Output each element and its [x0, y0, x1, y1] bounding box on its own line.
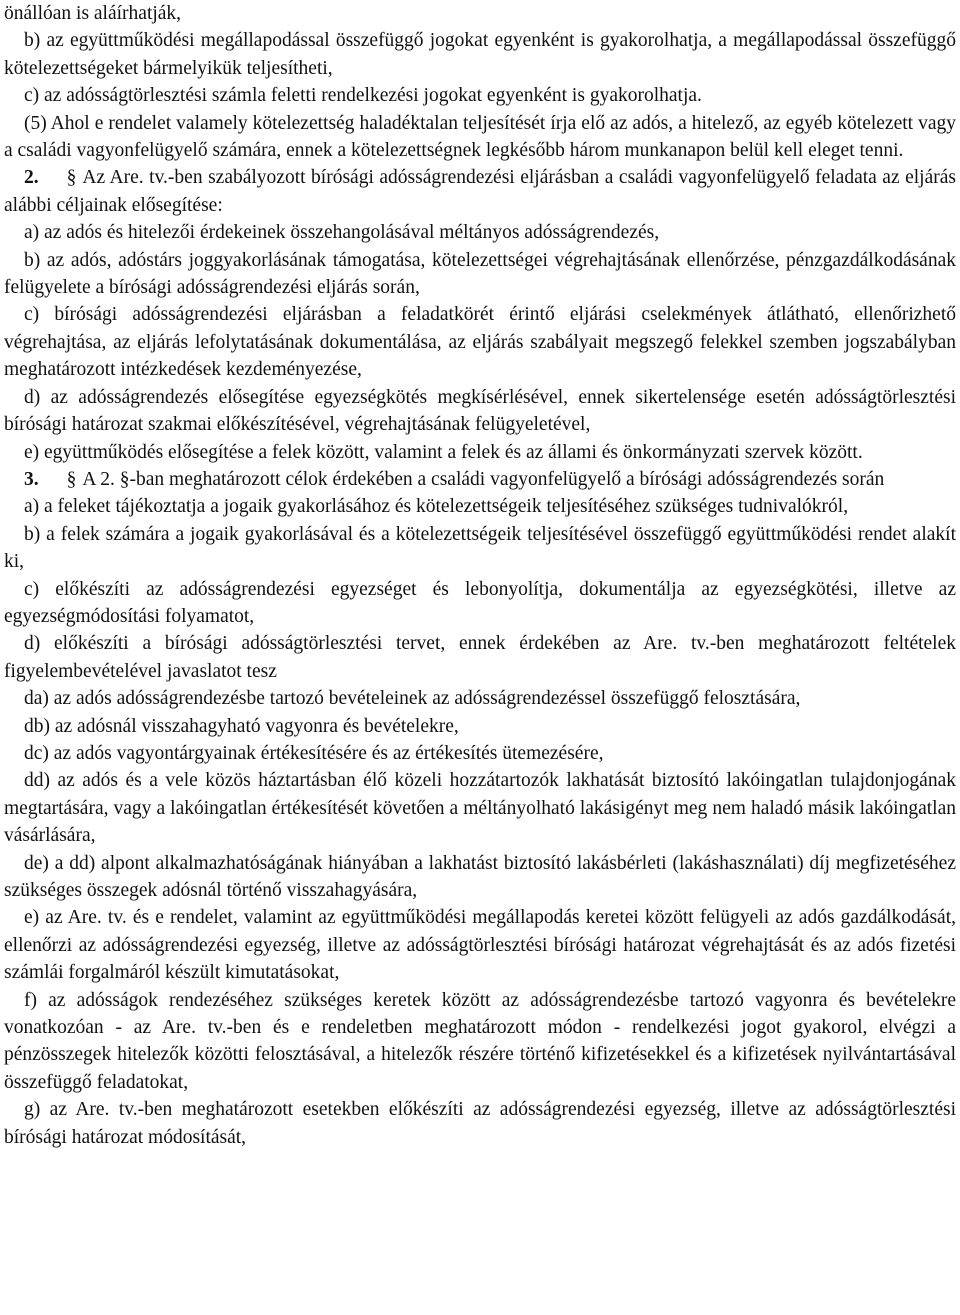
paragraph-item-c: c) az adósságtörlesztési számla feletti rendelkezési jogokat egyenként is gyakorolhatja.	[24, 85, 702, 107]
paragraph-2-b: b) az adós, adóstárs joggyakorlásának támogatása, kötelezettségei végrehajtásának ellenőrzése, pénzgazdálkodásának felügyelete a bírósági adósságrendezési eljárás során,	[4, 249, 956, 299]
paragraph-3-f: f) az adósságok rendezéséhez szükséges keretek között az adósságrendezésbe tartozó vagyonra és bevételekre vonatkozóan - az Are. tv.-ben és e rendeletben meghatározott módon - rendelkezési jogot gyakorol, elvégzi a pénzösszegek hitelezők közötti felosztásával, a hitelezők részére történő kifizetésekkel és a kifizetések nyilvántartásával összefüggő feladatokat,	[4, 989, 956, 1093]
section-2-paragraph	[4, 164, 956, 219]
paragraph-3-da: da) az adós adósságrendezésbe tartozó bevételeinek az adósságrendezéssel összefüggő felosztására,	[24, 688, 801, 710]
paragraph-3-c: c) előkészíti az adósságrendezési egyezséget és lebonyolítja, dokumentálja az egyezségkötési, illetve az egyezségmódosítási folyamatot,	[4, 578, 956, 627]
paragraph-continuation: önállóan is aláírhatják,	[4, 3, 182, 24]
section-text: A 2. §-ban meghatározott célok érdekében a családi vagyonfelügyelő a bírósági adósságrendezés során	[82, 468, 885, 490]
paragraph-3-d: d) előkészíti a bírósági adósságtörlesztési tervet, ennek érdekében az Are. tv.-ben meghatározott feltételek figyelembevételével javaslatot tesz	[4, 633, 956, 682]
section-sign: §	[66, 167, 77, 189]
paragraph-3-g: g) az Are. tv.-ben meghatározott esetekben előkészíti az adósságrendezési egyezség, illetve az adósságtörlesztési bírósági határozat módosítását,	[4, 1099, 956, 1148]
paragraph-3-dc: dc) az adós vagyontárgyainak értékesítésére és az értékesítés ütemezésére,	[24, 742, 604, 764]
paragraph-2-d: d) az adósságrendezés elősegítése egyezségkötés megkísérlésével, ennek sikertelensége esetén adósságtörlesztési bírósági határozat szakmai előkészítésével, végrehajtásának felügyeletével,	[4, 386, 956, 436]
paragraph-3-b: b) a felek számára a jogaik gyakorlásával és a kötelezettségeik teljesítésével összefüggő együttműködési rendet alakít ki,	[4, 523, 956, 573]
paragraph-item-b: b) az együttműködési megállapodással összefüggő jogokat egyenként is gyakorolhatja, a megállapodással összefüggő kötelezettségeket bármelyikük teljesítheti,	[4, 30, 956, 79]
section-3-paragraph	[4, 466, 956, 493]
paragraph-3-db: db) az adósnál visszahagyható vagyonra és bevételekre,	[24, 715, 459, 737]
paragraph-subsection-5: (5) Ahol e rendelet valamely kötelezettség haladéktalan teljesítését írja elő az adós, a hitelező, az egyéb kötelezett vagy a családi vagyonfelügyelő számára, ennek a kötelezettségnek legkésőbb három munkanapon belül kell eleget tenni.	[4, 112, 956, 162]
paragraph-2-e: e) együttműködés elősegítése a felek között, valamint a felek és az állami és önkormányzati szervek között.	[24, 441, 863, 463]
section-text: Az Are. tv.-ben szabályozott bírósági adósságrendezési eljárásban a családi vagyonfelügyelő feladata az eljárás alábbi céljainak elősegítése:	[4, 167, 956, 216]
paragraph-3-dd: dd) az adós és a vele közös háztartásban élő közeli hozzátartozók lakhatását biztosító lakóingatlan tulajdonjogának megtartására, vagy a lakóingatlan értékesítését követően a méltányolható lakásigényt meg nem haladó másik lakóingatlan vásárlására,	[4, 770, 956, 847]
paragraph-3-a: a) a feleket tájékoztatja a jogaik gyakorlásához és kötelezettségeik teljesítéséhez szükséges tudnivalókról,	[24, 496, 849, 518]
paragraph-3-e: e) az Are. tv. és e rendelet, valamint az együttműködési megállapodás keretei között felügyeli az adós gazdálkodását, ellenőrzi az adósságrendezési egyezség, illetve az adósságtörlesztési bírósági határozat végrehajtását és az adós fizetési számlái forgalmáról készült kimutatásokat,	[4, 907, 956, 984]
section-number: 3.	[24, 468, 39, 490]
paragraph-3-de: de) a dd) alpont alkalmazhatóságának hiányában a lakhatást biztosító lakásbérleti (lakáshasználati) díj megfizetéséhez szükséges összegek adósnál történő visszahagyására,	[4, 852, 956, 901]
paragraph-2-c: c) bírósági adósságrendezési eljárásban a feladatkörét érintő eljárási cselekmények átlátható, ellenőrizhető végrehajtása, az eljárás lefolytatásának dokumentálása, az eljárás szabályait megszegő felekkel szemben jogszabályban meghatározott intézkedések kezdeményezése,	[4, 304, 956, 381]
section-sign: §	[66, 468, 77, 490]
section-number: 2.	[24, 167, 39, 189]
paragraph-2-a: a) az adós és hitelezői érdekeinek összehangolásával méltányos adósságrendezés,	[24, 222, 660, 244]
